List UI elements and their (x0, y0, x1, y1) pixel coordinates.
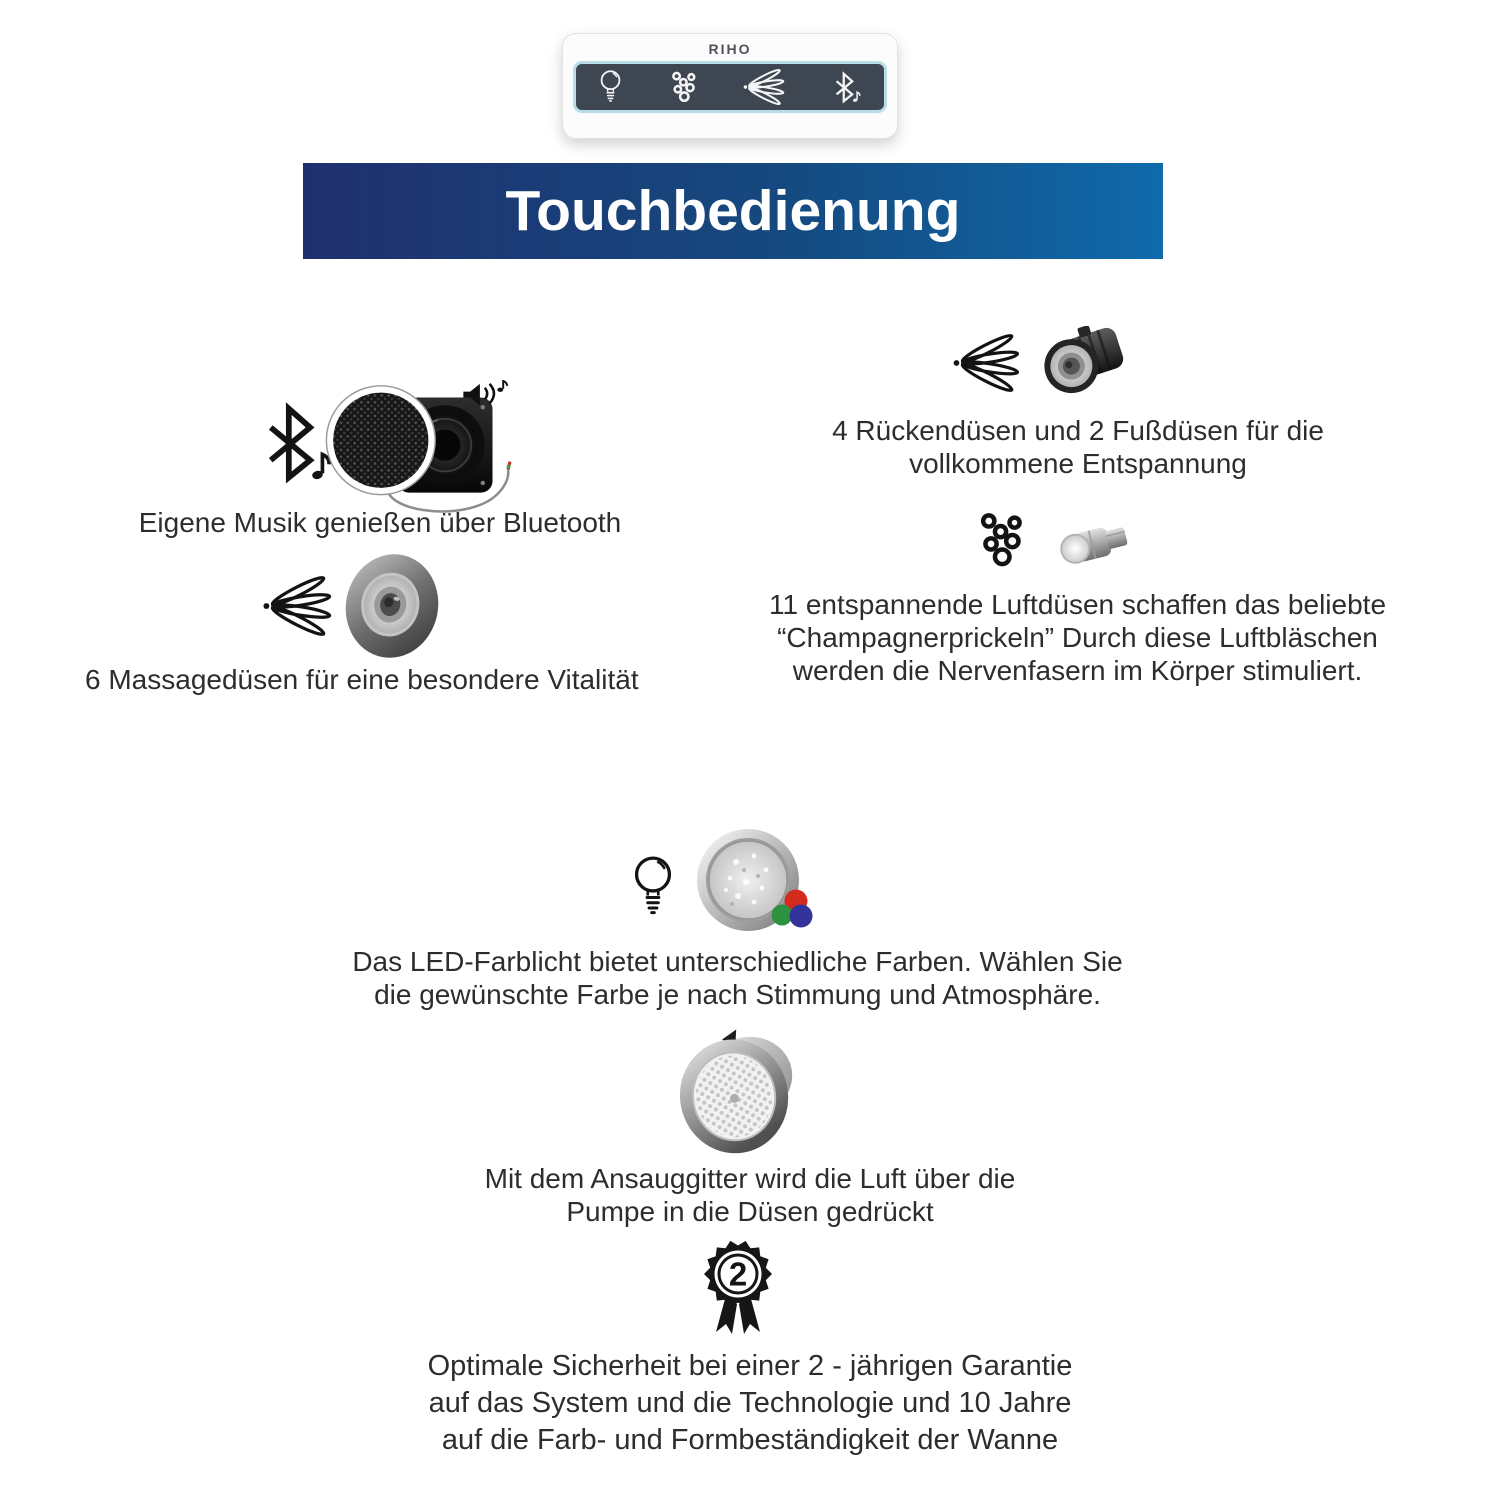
jet-spray-icon (742, 69, 788, 105)
warranty-years: 2 (728, 1255, 748, 1293)
jet-spray-icon (950, 334, 1026, 392)
caption-line: Optimale Sicherheit bei einer 2 - jährigen Garantie (427, 1350, 1073, 1382)
caption-line: die gewünschte Farbe je nach Stimmung und Atmosphäre. (374, 979, 1101, 1010)
speaker-photo (325, 380, 525, 516)
bluetooth-music-icon (832, 71, 862, 104)
caption-line: 11 entspannende Luftdüsen schaffen das beliebte (768, 589, 1387, 620)
air-jets-feature-graphics (972, 506, 1142, 576)
caption-bluetooth (120, 506, 640, 539)
caption-line: “Champagnerprickeln” Durch diese Luftbläschen (777, 622, 1378, 653)
panel-strip (573, 61, 887, 113)
caption-line: 4 Rückendüsen und 2 Fußdüsen für die (832, 415, 1324, 446)
caption-massage-jets (85, 663, 639, 696)
massage-jet-photo (342, 550, 442, 662)
caption-back-jets (822, 414, 1334, 480)
caption-line: auf die Farb- und Formbeständigkeit der Wanne (441, 1424, 1059, 1456)
caption-line: Eigene Musik genießen über Bluetooth (138, 507, 622, 538)
warranty-badge (700, 1238, 776, 1338)
caption-line: werden die Nervenfasern im Körper stimuliert. (792, 655, 1363, 686)
caption-line: Mit dem Ansauggitter wird die Luft über die (484, 1163, 1016, 1194)
air-nozzle-photo (1056, 514, 1134, 570)
brand-logo: RIHO (708, 41, 752, 57)
caption-air-jets (745, 588, 1410, 687)
led-feature-graphics (628, 824, 828, 938)
jet-spray-icon (260, 576, 338, 636)
caption-warranty (390, 1348, 1110, 1459)
led-light-photo (696, 826, 826, 938)
bluetooth-feature-graphics (258, 378, 528, 513)
caption-suction-grille (445, 1162, 1055, 1228)
caption-line: auf das System und die Technologie und 10 Jahre (428, 1387, 1072, 1419)
title-banner (303, 163, 1163, 259)
light-bulb-icon (598, 69, 623, 105)
caption-line: Das LED-Farblicht bietet unterschiedliche Farben. Wählen Sie (352, 946, 1123, 977)
speaker-mesh-zoom (333, 393, 428, 488)
suction-grille-photo (676, 1026, 802, 1160)
light-bulb-icon (630, 846, 676, 928)
back-nozzle-photo (1042, 326, 1130, 404)
caption-led-light (330, 945, 1145, 1011)
massage-feature-graphics (260, 550, 450, 662)
back-jets-feature-graphics (950, 326, 1130, 402)
air-bubbles-icon (667, 71, 699, 103)
page-title: Touchbedienung (505, 179, 961, 243)
air-bubbles-icon (972, 510, 1028, 570)
caption-line: 6 Massagedüsen für eine besondere Vitalität (85, 664, 639, 695)
touch-control-panel (562, 33, 898, 139)
caption-line: vollkommene Entspannung (909, 448, 1247, 479)
caption-line: Pumpe in die Düsen gedrückt (566, 1196, 934, 1227)
